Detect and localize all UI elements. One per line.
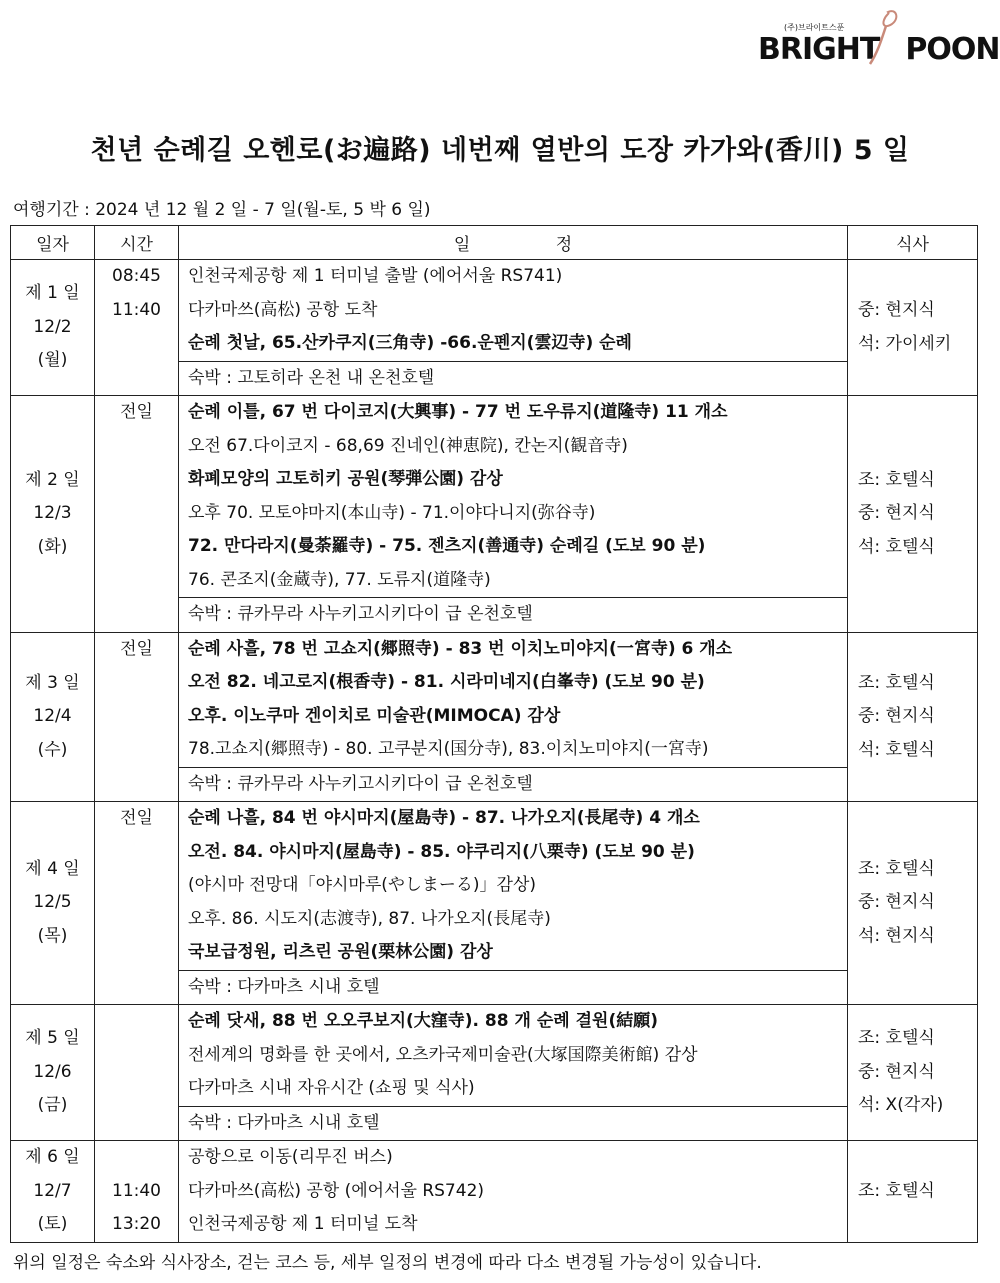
time-value: 11:40 xyxy=(112,299,161,320)
accommodation-line: 숙박 : 큐카무라 사누키고시키다이 급 온천호텔 xyxy=(179,597,847,632)
day-row xyxy=(11,1141,978,1243)
day-weekday: (월) xyxy=(37,350,68,371)
day-weekday: (화) xyxy=(37,536,68,557)
logo-company-small: (주)브라이트스푼 xyxy=(784,23,845,32)
header-time: 시간 xyxy=(95,226,179,260)
day-date: 12/5 xyxy=(33,892,72,913)
brand-logo xyxy=(758,8,1000,68)
meal-item: 중: 현지식 xyxy=(858,892,935,913)
time-value: 전일 xyxy=(120,638,153,659)
time-value: 전일 xyxy=(120,402,153,422)
schedule-cell xyxy=(179,802,848,1005)
day-row xyxy=(11,260,978,396)
day-row xyxy=(11,396,978,633)
meal-item: 석: 호텔식 xyxy=(858,536,935,557)
meal-item: 석: X(각자) xyxy=(858,1095,944,1116)
day-date: 12/6 xyxy=(33,1061,72,1082)
schedule-line: 순례 이틀, 67 번 다이코지(大興事) - 77 번 도우류지(道隆寺) 11 개소 xyxy=(188,402,728,422)
time-value: 08:45 xyxy=(112,266,161,286)
schedule-line: 76. 콘조지(金蔵寺), 77. 도류지(道隆寺) xyxy=(188,569,491,590)
footnote: 위의 일정은 숙소와 식사장소, 걷는 코스 등, 세부 일정의 변경에 따라 다소 변경될 가능성이 있습니다. xyxy=(13,1253,762,1273)
meal-item: 석: 호텔식 xyxy=(858,739,935,760)
day-cell xyxy=(11,802,95,1005)
schedule-line: 순례 나흘, 84 번 야시마지(屋島寺) - 87. 나가오지(長尾寺) 4 개소 xyxy=(188,808,700,828)
day-day-label: 제 4 일 xyxy=(25,858,80,879)
accommodation-line: 숙박 : 고토히라 온천 내 온천호텔 xyxy=(179,361,847,396)
schedule-line: 순례 사흘, 78 번 고쇼지(郷照寺) - 83 번 이치노미야지(一宮寺) 6 개소 xyxy=(188,638,733,659)
accommodation-line: 숙박 : 다카마츠 시내 호텔 xyxy=(179,970,847,1005)
meal-item: 중: 현지식 xyxy=(858,503,935,523)
table-header-row xyxy=(11,226,978,260)
schedule-cell xyxy=(179,632,848,802)
meals-cell xyxy=(848,802,978,1005)
meal-item: 석: 가이세키 xyxy=(858,333,952,354)
time-value xyxy=(95,1141,178,1175)
meal-item: 조: 호텔식 xyxy=(858,858,935,879)
day-weekday: (수) xyxy=(37,739,68,760)
meals-cell xyxy=(848,260,978,396)
schedule-line: 인천국제공항 제 1 터미널 도착 xyxy=(188,1214,418,1234)
meal-item: 조: 호텔식 xyxy=(858,1180,935,1201)
schedule-cell xyxy=(179,260,848,396)
day-day-label: 제 2 일 xyxy=(25,469,80,490)
schedule-cell xyxy=(179,1141,848,1243)
day-weekday: (토) xyxy=(37,1214,68,1234)
time-value: 전일 xyxy=(120,808,153,828)
page-title: 천년 순례길 오헨로(お遍路) 네번째 열반의 도장 카가와(香川) 5 일 xyxy=(90,135,910,166)
meal-item: 조: 호텔식 xyxy=(858,469,935,490)
accommodation-line: 숙박 : 큐카무라 사누키고시키다이 급 온천호텔 xyxy=(179,767,847,802)
itinerary-table xyxy=(10,225,978,1243)
schedule-line: 공항으로 이동(리무진 버스) xyxy=(188,1147,393,1167)
schedule-line: 순례 첫날, 65.산카쿠지(三角寺) -66.운펜지(雲辺寺) 순례 xyxy=(188,333,632,353)
time-cell xyxy=(95,802,179,1005)
schedule-line: 다카마쓰(高松) 공항 도착 xyxy=(188,299,378,320)
time-cell xyxy=(95,260,179,396)
schedule-line: 오전 67.다이코지 - 68,69 진네인(神恵院), 칸논지(観音寺) xyxy=(188,435,628,456)
schedule-line: 다카마쓰(高松) 공항 (에어서울 RS742) xyxy=(188,1180,485,1201)
day-weekday: (금) xyxy=(37,1095,68,1116)
meals-cell xyxy=(848,1005,978,1141)
time-cell xyxy=(95,396,179,633)
schedule-line: 화폐모양의 고토히키 공원(琴弾公園) 감상 xyxy=(188,469,503,489)
meal-item: 조: 호텔식 xyxy=(858,1028,935,1049)
schedule-line: 오후 70. 모토야마지(本山寺) - 71.이야다니지(弥谷寺) xyxy=(188,502,596,523)
day-cell xyxy=(11,260,95,396)
logo-left-text: BRIGHT xyxy=(758,32,880,67)
day-date: 12/4 xyxy=(33,706,72,726)
meals-cell xyxy=(848,1141,978,1243)
schedule-cell xyxy=(179,1005,848,1141)
header-schedule: 일 정 xyxy=(179,226,848,260)
logo-right-text: POON xyxy=(905,32,1000,67)
day-row xyxy=(11,632,978,802)
schedule-line: 오후. 이노쿠마 겐이치로 미술관(MIMOCA) 감상 xyxy=(188,705,561,726)
meals-cell xyxy=(848,632,978,802)
day-date: 12/7 xyxy=(33,1180,72,1201)
day-day-label: 제 1 일 xyxy=(25,283,80,304)
travel-period: 여행기간 : 2024 년 12 월 2 일 - 7 일(월-토, 5 박 6 일) xyxy=(13,200,431,220)
schedule-line: 순례 닷새, 88 번 오오쿠보지(大窪寺). 88 개 순례 결원(結願) xyxy=(188,1011,658,1031)
day-date: 12/2 xyxy=(33,316,72,337)
day-row xyxy=(11,802,978,1005)
schedule-cell xyxy=(179,396,848,633)
schedule-line: 인천국제공항 제 1 터미널 출발 (에어서울 RS741) xyxy=(188,266,563,286)
spoon-icon xyxy=(862,8,902,68)
schedule-line: 다카마츠 시내 자유시간 (쇼핑 및 식사) xyxy=(188,1078,475,1098)
day-day-label: 제 3 일 xyxy=(25,672,80,693)
time-value: 11:40 xyxy=(112,1180,161,1201)
accommodation-line: 숙박 : 다카마츠 시내 호텔 xyxy=(179,1106,847,1141)
time-cell xyxy=(95,1005,179,1141)
meal-item: 조: 호텔식 xyxy=(858,672,935,693)
day-cell xyxy=(11,1141,95,1243)
day-day-label: 제 5 일 xyxy=(25,1028,80,1049)
time-value: 13:20 xyxy=(112,1214,161,1234)
meal-item: 석: 현지식 xyxy=(858,925,935,946)
day-row xyxy=(11,1005,978,1141)
day-weekday: (목) xyxy=(37,925,68,946)
itinerary-body xyxy=(11,260,978,1243)
meal-item: 중: 현지식 xyxy=(858,300,935,320)
meals-cell xyxy=(848,396,978,633)
time-cell xyxy=(95,1141,179,1243)
schedule-line: 78.고쇼지(郷照寺) - 80. 고쿠분지(国分寺), 83.이치노미야지(一宮寺) xyxy=(188,739,709,759)
schedule-line: 오전 82. 네고로지(根香寺) - 81. 시라미네지(白峯寺) (도보 90 분) xyxy=(188,672,705,692)
schedule-line: 전세계의 명화를 한 곳에서, 오츠카국제미술관(大塚国際美術館) 감상 xyxy=(188,1044,698,1065)
day-date: 12/3 xyxy=(33,503,72,523)
schedule-line: (야시마 전망대「야시마루(やしまーる)」감상) xyxy=(188,875,536,895)
meal-item: 중: 현지식 xyxy=(858,1061,935,1082)
schedule-line: 오후. 86. 시도지(志渡寺), 87. 나가오지(長尾寺) xyxy=(188,908,551,929)
header-meals: 식사 xyxy=(848,226,978,260)
day-cell xyxy=(11,396,95,633)
time-cell xyxy=(95,632,179,802)
schedule-line: 72. 만다라지(曼荼羅寺) - 75. 젠츠지(善通寺) 순례길 (도보 90 분) xyxy=(188,536,706,556)
day-cell xyxy=(11,632,95,802)
meal-item: 중: 현지식 xyxy=(858,706,935,726)
schedule-line: 오전. 84. 야시마지(屋島寺) - 85. 야쿠리지(八栗寺) (도보 90 분) xyxy=(188,841,695,862)
day-day-label: 제 6 일 xyxy=(25,1147,80,1167)
day-cell xyxy=(11,1005,95,1141)
schedule-line: 국보급정원, 리츠린 공원(栗林公園) 감상 xyxy=(188,942,493,962)
header-day: 일자 xyxy=(11,226,95,260)
